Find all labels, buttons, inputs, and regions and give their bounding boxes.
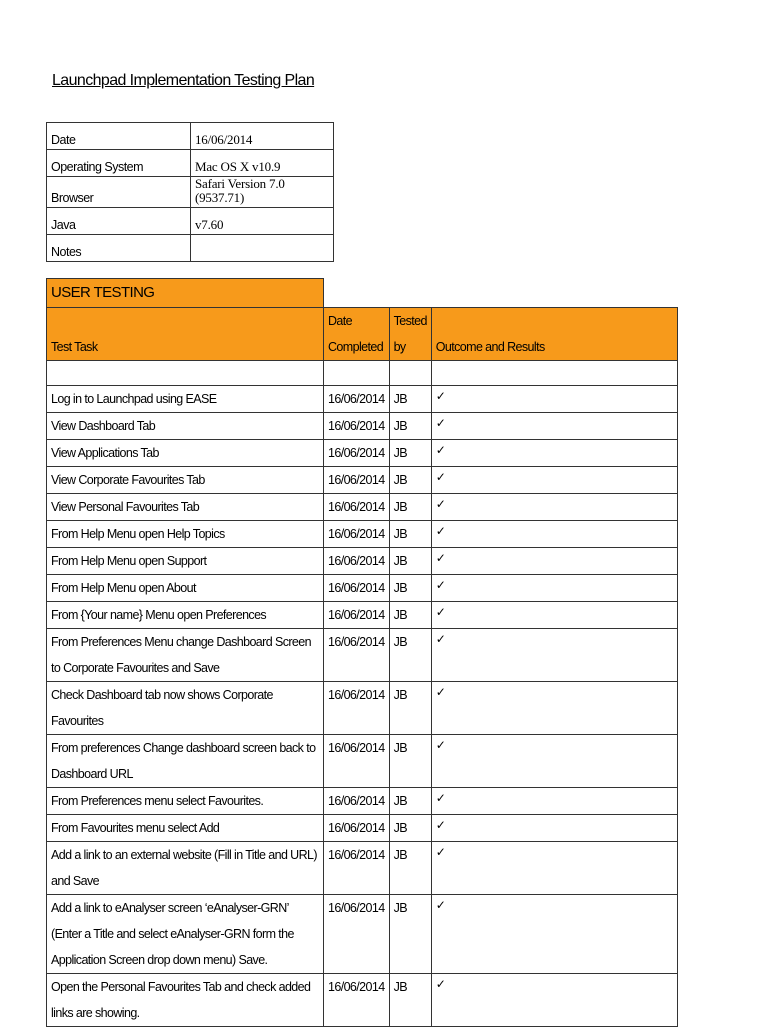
check-icon: ✓ bbox=[431, 815, 677, 842]
info-label: Notes bbox=[47, 235, 191, 262]
check-icon: ✓ bbox=[431, 788, 677, 815]
blank-cell bbox=[47, 361, 324, 386]
tested-by-cell: JB bbox=[389, 974, 431, 1027]
check-icon: ✓ bbox=[431, 842, 677, 895]
date-cell: 16/06/2014 bbox=[324, 467, 390, 494]
task-cell: Add a link to eAnalyser screen ‘eAnalyser-GRN’ (Enter a Title and select eAnalyser-GRN form the Application Screen drop down menu) Save. bbox=[47, 895, 324, 974]
tested-by-cell: JB bbox=[389, 575, 431, 602]
tested-by-cell: JB bbox=[389, 842, 431, 895]
date-cell: 16/06/2014 bbox=[324, 974, 390, 1027]
task-cell: From {Your name} Menu open Preferences bbox=[47, 602, 324, 629]
blank-cell bbox=[389, 361, 431, 386]
column-header-row bbox=[47, 308, 678, 361]
task-cell: Add a link to an external website (Fill in Title and URL) and Save bbox=[47, 842, 324, 895]
info-value: v7.60 bbox=[191, 208, 334, 235]
section-header-row bbox=[47, 279, 678, 308]
table-row bbox=[47, 842, 678, 895]
date-cell: 16/06/2014 bbox=[324, 575, 390, 602]
info-table bbox=[46, 122, 334, 262]
task-cell: From Preferences Menu change Dashboard Screen to Corporate Favourites and Save bbox=[47, 629, 324, 682]
table-row bbox=[47, 467, 678, 494]
date-cell: 16/06/2014 bbox=[324, 788, 390, 815]
date-cell: 16/06/2014 bbox=[324, 494, 390, 521]
tested-by-cell: JB bbox=[389, 521, 431, 548]
info-row bbox=[47, 150, 334, 177]
info-label: Java bbox=[47, 208, 191, 235]
task-cell: From Help Menu open About bbox=[47, 575, 324, 602]
date-cell: 16/06/2014 bbox=[324, 386, 390, 413]
task-cell: From Help Menu open Support bbox=[47, 548, 324, 575]
info-row bbox=[47, 235, 334, 262]
table-row bbox=[47, 413, 678, 440]
header-outcome: Outcome and Results bbox=[431, 308, 677, 361]
task-cell: Log in to Launchpad using EASE bbox=[47, 386, 324, 413]
info-value bbox=[191, 235, 334, 262]
header-test-task: Test Task bbox=[47, 308, 324, 361]
tested-by-cell: JB bbox=[389, 548, 431, 575]
tested-by-cell: JB bbox=[389, 815, 431, 842]
check-icon: ✓ bbox=[431, 682, 677, 735]
tested-by-cell: JB bbox=[389, 494, 431, 521]
check-icon: ✓ bbox=[431, 629, 677, 682]
info-row bbox=[47, 123, 334, 150]
tested-by-cell: JB bbox=[389, 629, 431, 682]
check-icon: ✓ bbox=[431, 467, 677, 494]
info-value: 16/06/2014 bbox=[191, 123, 334, 150]
section-title: USER TESTING bbox=[47, 279, 324, 308]
task-cell: View Dashboard Tab bbox=[47, 413, 324, 440]
task-cell: View Corporate Favourites Tab bbox=[47, 467, 324, 494]
check-icon: ✓ bbox=[431, 974, 677, 1027]
blank-cell bbox=[431, 361, 677, 386]
table-row bbox=[47, 735, 678, 788]
tested-by-cell: JB bbox=[389, 735, 431, 788]
table-row bbox=[47, 386, 678, 413]
table-row bbox=[47, 575, 678, 602]
user-testing-table bbox=[46, 278, 678, 1027]
table-row bbox=[47, 440, 678, 467]
tested-by-cell: JB bbox=[389, 602, 431, 629]
blank-cell bbox=[324, 361, 390, 386]
table-row bbox=[47, 788, 678, 815]
info-value: Safari Version 7.0 (9537.71) bbox=[191, 177, 334, 208]
task-cell: Check Dashboard tab now shows Corporate Favourites bbox=[47, 682, 324, 735]
header-date-completed: Date Completed bbox=[324, 308, 390, 361]
date-cell: 16/06/2014 bbox=[324, 895, 390, 974]
blank-row bbox=[47, 361, 678, 386]
check-icon: ✓ bbox=[431, 440, 677, 467]
tested-by-cell: JB bbox=[389, 682, 431, 735]
info-row bbox=[47, 177, 334, 208]
date-cell: 16/06/2014 bbox=[324, 440, 390, 467]
table-row bbox=[47, 895, 678, 974]
tested-by-cell: JB bbox=[389, 413, 431, 440]
check-icon: ✓ bbox=[431, 386, 677, 413]
date-cell: 16/06/2014 bbox=[324, 735, 390, 788]
task-cell: From Favourites menu select Add bbox=[47, 815, 324, 842]
check-icon: ✓ bbox=[431, 548, 677, 575]
date-cell: 16/06/2014 bbox=[324, 682, 390, 735]
table-row bbox=[47, 682, 678, 735]
check-icon: ✓ bbox=[431, 735, 677, 788]
table-row bbox=[47, 815, 678, 842]
tested-by-cell: JB bbox=[389, 467, 431, 494]
date-cell: 16/06/2014 bbox=[324, 548, 390, 575]
date-cell: 16/06/2014 bbox=[324, 815, 390, 842]
table-row bbox=[47, 602, 678, 629]
date-cell: 16/06/2014 bbox=[324, 602, 390, 629]
task-cell: From Help Menu open Help Topics bbox=[47, 521, 324, 548]
date-cell: 16/06/2014 bbox=[324, 521, 390, 548]
check-icon: ✓ bbox=[431, 413, 677, 440]
tested-by-cell: JB bbox=[389, 788, 431, 815]
date-cell: 16/06/2014 bbox=[324, 629, 390, 682]
date-cell: 16/06/2014 bbox=[324, 842, 390, 895]
document-title: Launchpad Implementation Testing Plan bbox=[52, 72, 315, 89]
info-label: Browser bbox=[47, 177, 191, 208]
header-tested-by: Tested by bbox=[389, 308, 431, 361]
task-cell: View Personal Favourites Tab bbox=[47, 494, 324, 521]
task-cell: View Applications Tab bbox=[47, 440, 324, 467]
check-icon: ✓ bbox=[431, 895, 677, 974]
date-cell: 16/06/2014 bbox=[324, 413, 390, 440]
tested-by-cell: JB bbox=[389, 440, 431, 467]
table-row bbox=[47, 629, 678, 682]
table-row bbox=[47, 548, 678, 575]
check-icon: ✓ bbox=[431, 521, 677, 548]
info-label: Date bbox=[47, 123, 191, 150]
info-value: Mac OS X v10.9 bbox=[191, 150, 334, 177]
table-row bbox=[47, 494, 678, 521]
check-icon: ✓ bbox=[431, 602, 677, 629]
tested-by-cell: JB bbox=[389, 386, 431, 413]
task-cell: From preferences Change dashboard screen back to Dashboard URL bbox=[47, 735, 324, 788]
check-icon: ✓ bbox=[431, 494, 677, 521]
task-cell: From Preferences menu select Favourites. bbox=[47, 788, 324, 815]
info-label: Operating System bbox=[47, 150, 191, 177]
task-cell: Open the Personal Favourites Tab and check added links are showing. bbox=[47, 974, 324, 1027]
section-spacer bbox=[324, 279, 678, 308]
table-row bbox=[47, 521, 678, 548]
table-row bbox=[47, 974, 678, 1027]
tested-by-cell: JB bbox=[389, 895, 431, 974]
info-row bbox=[47, 208, 334, 235]
check-icon: ✓ bbox=[431, 575, 677, 602]
